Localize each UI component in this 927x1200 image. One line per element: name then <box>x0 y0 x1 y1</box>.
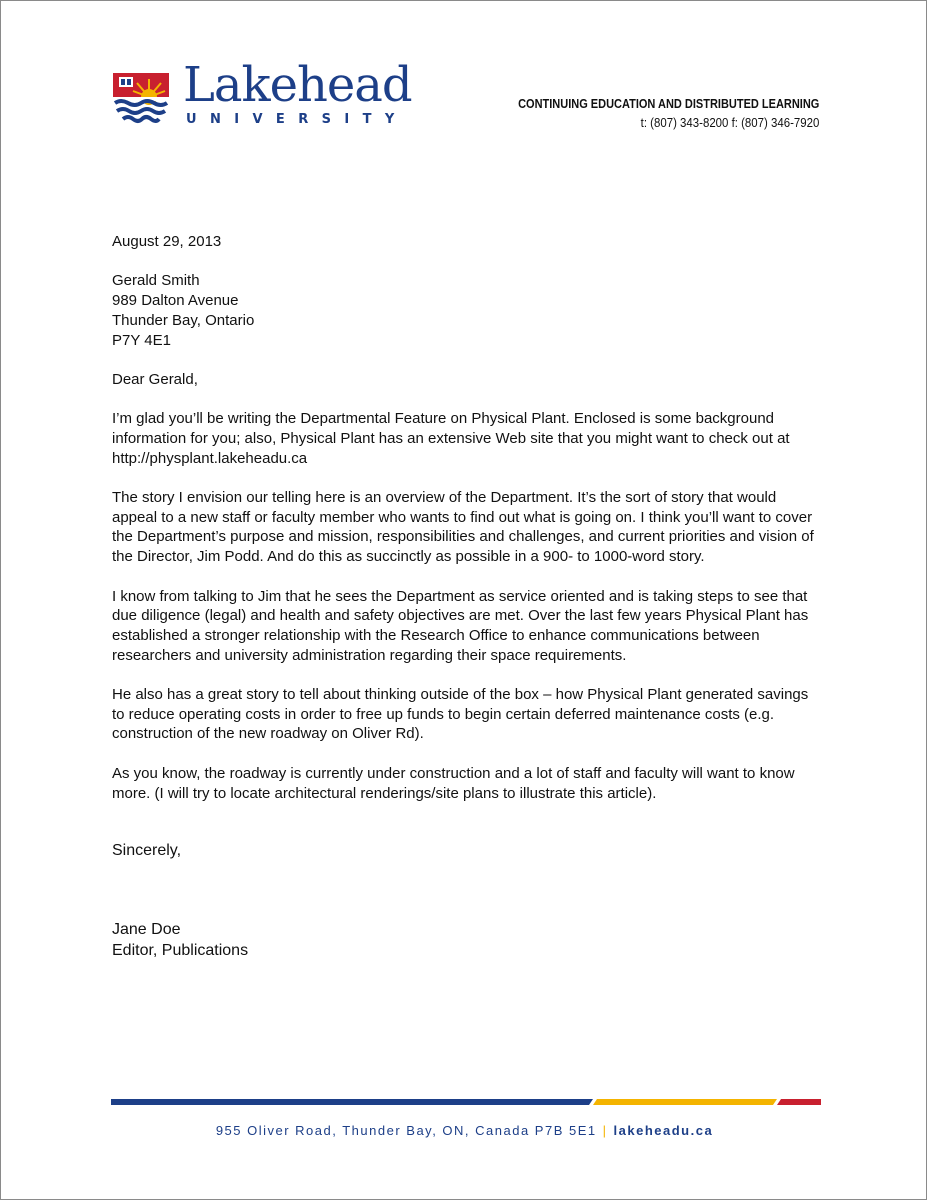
paragraph-4: He also has a great story to tell about thinking outside of the box – how Physical Plant generated savings to reduce operating costs in order to free up funds to begin certain deferred maintenance costs (e.g. construction of the new roadway on Oliver Rd). <box>112 686 809 743</box>
signer-title: Editor, Publications <box>112 941 249 959</box>
letter-body <box>112 232 824 961</box>
department-name: CONTINUING EDUCATION AND DISTRIBUTED LEARNING <box>517 97 819 111</box>
paragraph-1: I’m glad you’ll be writing the Departmental Feature on Physical Plant. Enclosed is some background information for you; also, Physical Plant has an extensive Web site that you might want to check out at http://physplant.lakeheadu.ca <box>112 410 790 467</box>
footer <box>1 1123 927 1138</box>
footer-color-rule <box>111 1099 821 1105</box>
department-phones: t: (807) 343-8200 f: (807) 346-7920 <box>640 115 819 130</box>
department-info <box>477 97 819 130</box>
footer-separator: | <box>602 1123 608 1138</box>
paragraph-3: I know from talking to Jim that he sees the Department as service oriented and is taking steps to see that due diligence (legal) and health and safety objectives are met. Over the last few years Physical Plant has established a stronger relationship with the Research Office to enhance communications between researchers and university administration regarding their space requirements. <box>112 587 809 664</box>
recipient-postal: P7Y 4E1 <box>112 331 171 349</box>
signer-name: Jane Doe <box>112 920 181 938</box>
logo-subtitle: UNIVERSITY <box>186 112 408 127</box>
footer-website-link[interactable]: lakeheadu.ca <box>613 1123 714 1138</box>
paragraph-5: As you know, the roadway is currently under construction and a lot of staff and faculty will want to know more. (I will try to locate architectural renderings/site plans to illustrate this article). <box>112 764 795 802</box>
closing: Sincerely, <box>112 842 182 860</box>
footer-address: 955 Oliver Road, Thunder Bay, ON, Canada P7B 5E1 <box>215 1123 597 1138</box>
paragraph-2: The story I envision our telling here is an overview of the Department. It’s the sort of story that would appeal to a new staff or faculty member who wants to find out what is going on. I think you’ll want to cover the Department’s purpose and mission, responsibilities and challenges, and current priorities and vision of the Director, Jim Podd. And do this as succinctly as possible in a 900- to 1000-word story. <box>112 489 814 566</box>
recipient-name: Gerald Smith <box>112 272 200 290</box>
recipient-address <box>112 271 824 350</box>
recipient-city: Thunder Bay, Ontario <box>112 311 255 329</box>
recipient-street: 989 Dalton Avenue <box>112 292 239 310</box>
university-logo <box>111 57 412 133</box>
signature-block <box>112 919 824 961</box>
lakehead-shield-icon <box>111 71 171 131</box>
salutation: Dear Gerald, <box>112 370 198 388</box>
logo-wordmark: Lakehead <box>183 57 412 113</box>
letter-date: August 29, 2013 <box>112 233 222 250</box>
